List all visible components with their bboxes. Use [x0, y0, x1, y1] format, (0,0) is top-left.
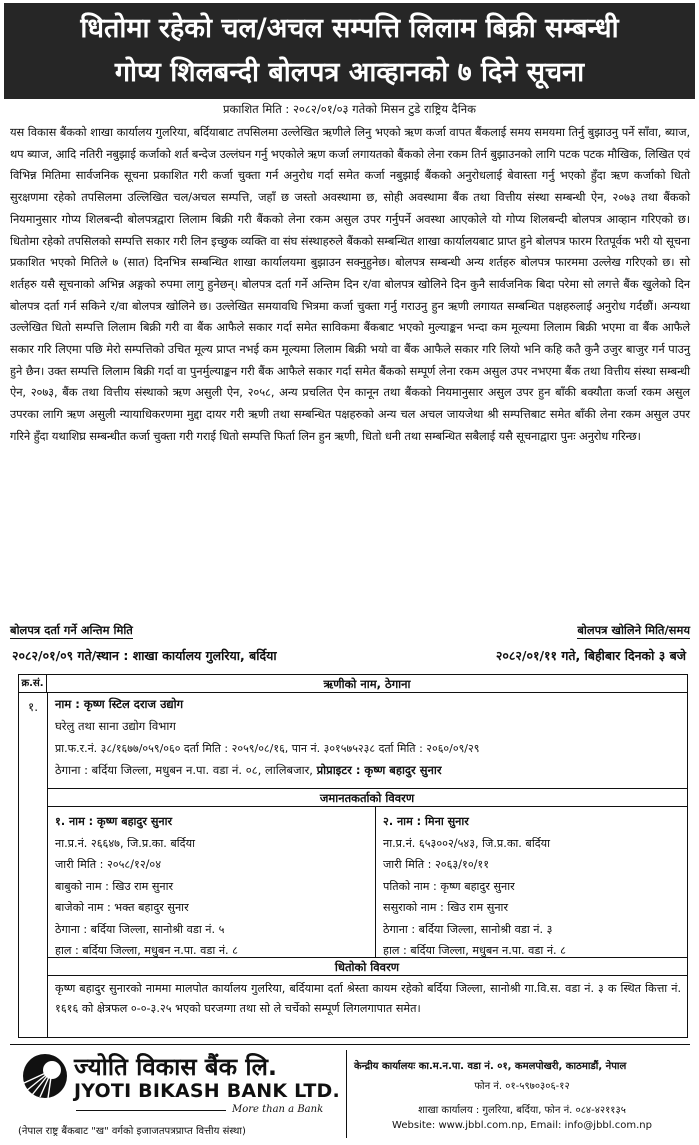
bank-website-email: Website: www.jbbl.com.np, Email: info@jbbl.com.np: [392, 1120, 652, 1131]
guarantor-header: जमानतकर्ताको विवरण: [47, 788, 687, 807]
borrower-table: [18, 674, 688, 1038]
opening-label: बोलपत्र खोलिने मिति/समय: [577, 623, 690, 637]
guarantor-1-citizenship: ना.प्र.नं. २६६४७, जि.प्र.का. बर्दिया: [55, 836, 195, 850]
head-office-phone: फोन नं. ०१-५९७०३०६-१२: [474, 1081, 570, 1092]
opening-value: २०८२/०१/११ गते, बिहीबार दिनको ३ बजे: [495, 648, 686, 663]
borrower-address-text: ठेगाना : बर्दिया जिल्ला, मधुबन न.पा. वडा नं. ०८, लालिबजार,: [55, 763, 317, 777]
footer-divider: [346, 1050, 347, 1138]
borrower-registration: प्रा.फ.र.नं. ३८/१६७७/०५९/०६० दर्ता मिति : २०५९/०८/१६, पान नं. ३०१५७५२३८ दर्ता मिति : २०६०/०९/२९: [55, 742, 480, 755]
bank-slogan: More than a Bank: [232, 1104, 324, 1115]
guarantor-2-issue-date: जारी मिति : २०६३/१०/११: [383, 858, 490, 871]
borrower-name: नाम : कृष्ण स्टिल दराज उद्योग: [55, 697, 184, 711]
notice-title: [4, 3, 695, 99]
title-line-2: गोप्य शिलबन्दी बोलपत्र आव्हानको ७ दिने सूचना: [114, 57, 585, 88]
guarantor-2-name: २. नाम : मिना सुनार: [383, 815, 469, 828]
borrower-header: ऋणीको नाम, ठेगाना: [323, 677, 411, 691]
date-values: [10, 647, 690, 667]
guarantor-1-name: १. नाम : कृष्ण बहादुर सुनार: [55, 815, 173, 828]
guarantor-divider: [375, 807, 376, 957]
deadline-label: बोलपत्र दर्ता गर्ने अन्तिम मिति: [10, 623, 133, 637]
borrower-registry: घरेलु तथा साना उद्योग विभाग: [55, 719, 176, 733]
head-office-address: केन्द्रीय कार्यालयः का.म.न.पा. वडा नं. ०१, कमलपोखरी, काठमाडौं, नेपाल: [354, 1061, 627, 1072]
notice-body: यस विकास बैंकको शाखा कार्यालय गुलरिया, बर्दियाबाट तपसिलमा उल्लेखित ऋणीले लिनु भएको ऋण कर्जा वापत बैंकलाई समय समयमा तिर्नु बुझाउनु पर्ने साँवा, ब्याज, थप ब्याज, आदि नतिरी नबुझाई कर्जाको शर्त बन्देज उल्लंघन गर्नु भएकोले ऋण कर्जा लगायतको बैंकको लेना रकम तिर्न बुझाउनको लागि पटक पटक मौखिक, लिखित एवं विभिन्न मितिमा सार्वजनिक सूचना प्रकाशित गरी कर्जा चुक्ता गर्न अनुरोध गर्दा समेत कर्जा नबुझाई बैंकको अनुरोधलाई बेवास्ता गर्नु भएको हुँदा ऋण कर्जाको धितो सुरक्षणमा रहेको तपसिलमा उल्लिखित चल/अचल सम्पत्ति, जहाँ छ जस्तो अवस्थामा छ, सोही अवस्थामा बैंक तथा वित्तीय संस्था सम्बन्धी ऐन, २०७३ तथा बैंकको नियमानुसार गोप्य शिलबन्दी बोलपत्रद्वारा लिलाम बिक्री गरी बैंकको लेना रकम असुल उपर गर्नुपर्ने अवस्था आएकोले यो गोप्य शिलबन्दी बोलपत्र आव्हान गरिएको छ। धितोमा रहेको तपसिलको सम्पत्ति सकार गरी लिन इच्छुक व्यक्ति वा संघ संस्थाहरुले बैंकको सम्बन्धित शाखा कार्यालयबाट प्राप्त हुने बोलपत्र फारम रितपूर्वक भरी यो सूचना प्रकाशित भएको मितिले ७ (सात) दिनभित्र सम्बन्धित शाखा कार्यालयमा बुझाउन सक्नुहुनेछ। बोलपत्र सम्बन्धी अन्य शर्तहरु बोलपत्र फारममा उल्लेख गरिएको छ। सो शर्तहरु यसै सूचनाको अभिन्न अङ्गको रुपमा लागु हुनेछन्। बोलपत्र दर्ता गर्ने अन्तिम दिन र/वा बोलपत्र खोलिने दिन कुनै सार्वजनिक बिदा परेमा सो लगत्ते बैंक खुलेको दिन बोलपत्र दर्ता गर्न सकिने र/वा बोलपत्र खोलिने छ। उल्लेखित समयावधि भित्रमा कर्जा चुक्ता गर्नु गराउनु हुन ऋणी लगायत सम्बन्धित पक्षहरुलाई अनुरोध गर्दछौं। अन्यथा उल्लेखित धितो सम्पत्ति लिलाम बिक्री गरी वा बैंक आफैले सकार गर्दा समेत साविकमा बैंकबाट भएको मुल्याङ्कन भन्दा कम मूल्यमा लिलाम बिक्री भएमा वा बैंक आफैले सकार गरि लिएमा पछि मेरो सम्पत्तिको उचित मूल्य प्राप्त नभई कम मूल्यमा लिलाम बिक्री भयो वा बैंक आफैले सकार गरि लियो भनि कहि कतै कुनै उजुर बाजुर गर्न पाउनु हुने छैन। उक्त सम्पत्ति लिलाम बिक्री गर्दा वा पुनर्मुल्याङ्कन गरी बैंक आफैले सकार गर्दा समेत बैंकको सम्पूर्ण लेना रकम असुल उपर नभएमा बैंक तथा वित्तीय संस्था सम्बन्धी ऐन, २०७३, बैंक तथा वित्तीय संस्थाको ऋण असुली ऐन, २०५८, अन्य प्रचलित ऐन कानून तथा बैंकको नियमानुसार असुल उपर हुन बाँकी बक्यौता कर्जा रकम असुल उपरका लागि ऋण असुली न्यायाधिकरणमा मुद्दा दायर गरी ऋणी तथा सम्बन्धित पक्षहरुको अन्य चल अचल जायजेथा श्री सम्पत्तिबाट समेत बाँकी लेना रकम असुल उपर गरिने हुँदा यथाशिघ्र सम्बन्धीत कर्जा चुक्ता गरी गराई धितो सम्पत्ति फिर्ता लिन हुन ऋणी, धितो धनी तथा सम्बन्धित सबैलाई यसै सूचनाद्वारा पुनः अनुरोध गरिन्छ।: [10, 125, 690, 443]
published-date: प्रकाशित मिति : २०८२/०१/०३ गतेको मिसन टुडे राष्ट्रिय दैनिक: [223, 102, 476, 116]
slogan-rule: [76, 1110, 226, 1111]
guarantor-1-father: बाबुको नाम : खिउ राम सुनार: [55, 879, 174, 893]
table-header: [19, 675, 687, 693]
guarantor-2-husband: पतिको नाम : कृष्ण बहादुर सुनार: [383, 879, 515, 893]
borrower-address: [55, 763, 442, 778]
serial-number: १.: [27, 700, 39, 714]
bank-name-nepali: ज्योति विकास बैंक लि.: [74, 1053, 277, 1081]
guarantor-2-father-in-law: ससुराको नाम : खिउ राम सुनार: [383, 901, 509, 914]
sn-header: क्र.सं.: [19, 675, 47, 693]
guarantor-1-grandfather: बाजेको नाम : भक्त बहादुर सुनार: [55, 901, 189, 914]
guarantor-1-current-address: हाल : बर्दिया जिल्ला, मधुबन न.पा. वडा नं. ८: [55, 944, 238, 957]
proprietor-name: प्रोप्राइटर : कृष्ण बहादुर सुनार: [316, 763, 442, 777]
guarantor-2-current-address: हाल : बर्दिया जिल्ला, मधुबन न.पा. वडा नं. ८: [383, 944, 566, 957]
collateral-header: धितोको विवरण: [47, 957, 687, 976]
guarantor-2: [383, 811, 566, 962]
branch-office: शाखा कार्यालय : गुलरिया, बर्दिया, फोन नं. ०८४-४२११३५: [418, 1105, 626, 1116]
guarantor-1-address: ठेगाना : बर्दिया जिल्ला, सानोश्री वडा नं. ५: [55, 922, 225, 936]
guarantor-1-issue-date: जारी मिति : २०५८/१२/०४: [55, 858, 162, 871]
collateral-text: कृष्ण बहादुर सुनारको नाममा मालपोत कार्यालय गुलरिया, बर्दियामा दर्ता श्रेस्ता कायम रहेको बर्दिया जिल्ला, सानोश्री गा.वि.स. वडा नं. ३ क स्थित कित्ता नं. १६१६ को क्षेत्रफल ०-०-३.२५ भएको घरजग्गा तथा सो ले चर्चेको सम्पूर्ण लिगलगापात समेत।: [55, 982, 681, 1015]
guarantor-1: [55, 811, 238, 962]
date-labels: [10, 623, 690, 641]
guarantor-details: [47, 807, 687, 957]
bank-name-english: JYOTI BIKASH BANK LTD.: [74, 1080, 340, 1102]
deadline-value: २०८२/०१/०९ गते/स्थान : शाखा कार्यालय गुलरिया, बर्दिया: [12, 648, 277, 663]
footer-rule: [10, 1044, 690, 1045]
guarantor-2-citizenship: ना.प्र.नं. ६५३००२/५४३, जि.प्र.का. बर्दिया: [383, 836, 551, 850]
sunburst-logo-icon: [22, 1053, 68, 1099]
guarantor-2-address: ठेगाना : बर्दिया जिल्ला, सानोश्री वडा नं. ३: [383, 922, 553, 936]
bank-license-note: (नेपाल राष्ट्र बैंकबाट "ख" वर्गको इजाजतपत्रप्राप्त वित्तीय संस्था): [18, 1126, 246, 1137]
title-line-1: धितोमा रहेको चल/अचल सम्पत्ति लिलाम बिक्री सम्बन्धी: [80, 13, 619, 44]
